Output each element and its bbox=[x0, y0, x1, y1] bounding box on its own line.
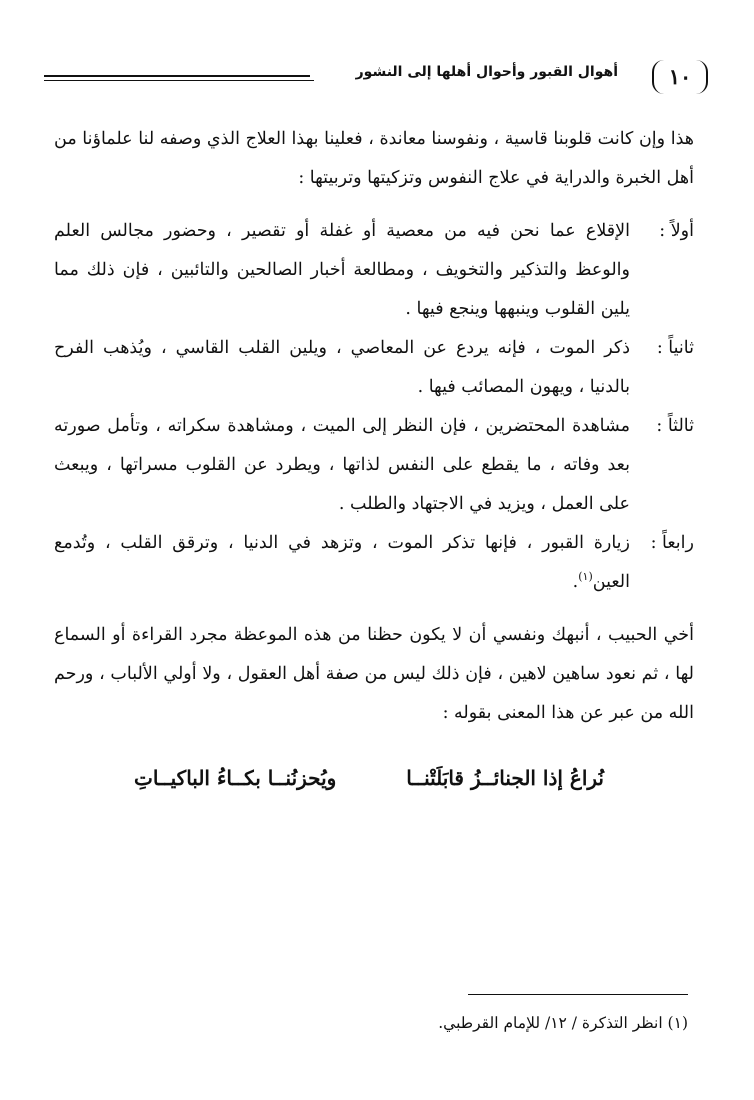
main-text bbox=[54, 120, 694, 798]
page-header bbox=[44, 58, 708, 98]
footnote: (١) انظر التذكرة / ١٢/ للإمام القرطبي. bbox=[438, 1014, 688, 1032]
header-rule-thick bbox=[44, 75, 314, 77]
item-text: مشاهدة المحتضرين ، فإن النظر إلى الميت ، ومشاهدة سكراته ، وتأمل صورته بعد وفاته ، ما يقطع على النفس لذاتها ، ويطرد عن القلوب مسراتها ، ويبعث على العمل ، ويزيد في الاجتهاد والطلب . bbox=[54, 416, 630, 514]
item-label: أولاً : bbox=[659, 221, 694, 241]
item-text: ذكر الموت ، فإنه يردع عن المعاصي ، ويلين القلب القاسي ، ويُذهب الفرح بالدنيا ، ويهون المصائب فيها . bbox=[54, 338, 630, 397]
running-title: أهوال القبور وأحوال أهلها إلى النشور bbox=[310, 64, 618, 80]
item-label: رابعاً : bbox=[650, 533, 694, 553]
poem-second-hemistich: ويُحزنُنــا بكــاءُ الباكيــاتِ bbox=[134, 766, 337, 790]
item-text: الإقلاع عما نحن فيه من معصية أو غفلة أو تقصير ، وحضور مجالس العلم والوعظ والتذكير والتخويف ، ومطالعة أخبار الصالحين والتائبين ، فإن ذلك مما يلين القلوب وينبهها وينجع فيها . bbox=[54, 221, 630, 319]
page-number: ١٠ bbox=[652, 60, 708, 94]
remedies-list bbox=[54, 212, 694, 602]
closing-paragraph: أخي الحبيب ، أنبهك ونفسي أن لا يكون حظنا من هذه الموعظة مجرد القراءة أو السماع لها ، ثم نعود ساهين لاهين ، فإن ذلك ليس من صفة أهل العقول ، ولا أولي الألباب ، ورحم الله من عبر عن هذا المعنى بقوله : bbox=[54, 625, 694, 723]
item-label: ثالثاً : bbox=[656, 416, 694, 436]
item-label: ثانياً : bbox=[656, 338, 694, 358]
intro-paragraph: هذا وإن كانت قلوبنا قاسية ، ونفوسنا معاندة ، فعلينا بهذا العلاج الذي وصفه لنا علماؤنا من أهل الخبرة والدراية في علاج النفوس وتزكيتها وتربيتها : bbox=[54, 129, 694, 188]
item-text: زيارة القبور ، فإنها تذكر الموت ، وتزهد في الدنيا ، وترقق القلب ، وتُدمع العين bbox=[54, 533, 630, 592]
item-text-wrapper bbox=[54, 524, 630, 602]
footnote-reference[interactable]: (١) bbox=[578, 570, 593, 584]
list-item bbox=[54, 407, 694, 524]
list-item bbox=[54, 524, 694, 602]
list-item bbox=[54, 329, 694, 407]
footnote-divider bbox=[468, 994, 688, 995]
header-rule-thin bbox=[44, 80, 314, 81]
item-end-mark: . bbox=[572, 572, 579, 592]
poem-verse bbox=[134, 759, 604, 798]
poem-first-hemistich: نُراعُ إذا الجنائــزُ قابَلَتْنــا bbox=[406, 766, 604, 790]
list-item bbox=[54, 212, 694, 329]
